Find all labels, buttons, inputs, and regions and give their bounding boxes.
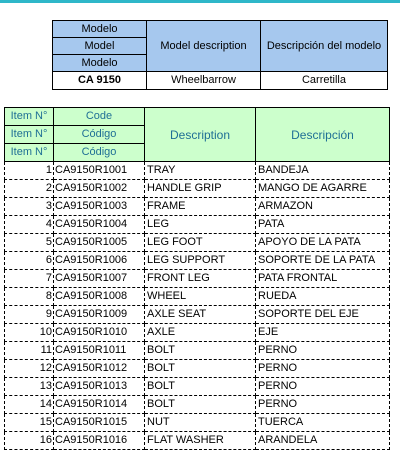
description-es-cell: PERNO — [256, 342, 390, 360]
description-es-cell: APOYO DE LA PATA — [256, 234, 390, 252]
item-number-cell: 5 — [5, 234, 54, 252]
table-row — [5, 180, 390, 198]
description-es-cell: EJE — [256, 324, 390, 342]
part-code-cell: CA9150R1015 — [54, 414, 145, 432]
item-number-cell: 8 — [5, 288, 54, 306]
table-row — [5, 252, 390, 270]
table-row — [5, 162, 390, 180]
description-en-cell: WHEEL — [145, 288, 256, 306]
part-code-cell: CA9150R1006 — [54, 252, 145, 270]
part-code-cell: CA9150R1009 — [54, 306, 145, 324]
description-en-cell: AXLE — [145, 324, 256, 342]
code-header: Code — [54, 108, 145, 126]
description-es-cell: SOPORTE DE LA PATA — [256, 252, 390, 270]
part-code-cell: CA9150R1005 — [54, 234, 145, 252]
table-row — [5, 324, 390, 342]
description-en-cell: BOLT — [145, 342, 256, 360]
table-row — [5, 360, 390, 378]
description-en-cell: AXLE SEAT — [145, 306, 256, 324]
description-es-cell: MANGO DE AGARRE — [256, 180, 390, 198]
table-row — [5, 288, 390, 306]
part-code-cell: CA9150R1004 — [54, 216, 145, 234]
description-es-header: Descripción — [256, 108, 390, 162]
description-es-cell: RUEDA — [256, 288, 390, 306]
description-en-cell: FRONT LEG — [145, 270, 256, 288]
description-en-cell: LEG FOOT — [145, 234, 256, 252]
table-row — [5, 414, 390, 432]
parts-table-body — [5, 162, 390, 450]
table-row — [5, 234, 390, 252]
item-number-cell: 7 — [5, 270, 54, 288]
item-number-cell: 1 — [5, 162, 54, 180]
part-code-cell: CA9150R1012 — [54, 360, 145, 378]
description-en-cell: BOLT — [145, 396, 256, 414]
description-en-cell: LEG SUPPORT — [145, 252, 256, 270]
item-number-cell: 4 — [5, 216, 54, 234]
part-code-cell: CA9150R1013 — [54, 378, 145, 396]
code-header: Código — [54, 144, 145, 162]
part-code-cell: CA9150R1011 — [54, 342, 145, 360]
item-number-cell: 15 — [5, 414, 54, 432]
part-code-cell: CA9150R1016 — [54, 432, 145, 450]
table-row — [5, 378, 390, 396]
description-es-cell: TUERCA — [256, 414, 390, 432]
parts-table — [4, 107, 390, 450]
model-info-table — [52, 20, 388, 90]
description-es-cell: PERNO — [256, 396, 390, 414]
item-number-cell: 6 — [5, 252, 54, 270]
description-en-cell: LEG — [145, 216, 256, 234]
model-description-en: Wheelbarrow — [147, 72, 261, 90]
description-en-cell: BOLT — [145, 378, 256, 396]
table-row — [5, 432, 390, 450]
part-code-cell: CA9150R1008 — [54, 288, 145, 306]
item-number-cell: 10 — [5, 324, 54, 342]
part-code-cell: CA9150R1007 — [54, 270, 145, 288]
item-number-cell: 9 — [5, 306, 54, 324]
description-es-cell: PERNO — [256, 378, 390, 396]
description-es-cell: PATA FRONTAL — [256, 270, 390, 288]
item-number-cell: 13 — [5, 378, 54, 396]
description-en-cell: BOLT — [145, 360, 256, 378]
item-number-cell: 2 — [5, 180, 54, 198]
code-header: Código — [54, 126, 145, 144]
part-code-cell: CA9150R1014 — [54, 396, 145, 414]
item-number-header: Item N° — [5, 126, 54, 144]
table-row — [5, 396, 390, 414]
item-number-cell: 3 — [5, 198, 54, 216]
part-code-cell: CA9150R1003 — [54, 198, 145, 216]
description-es-cell: SOPORTE DEL EJE — [256, 306, 390, 324]
model-description-es-header: Descripción del modelo — [261, 21, 388, 72]
description-en-cell: HANDLE GRIP — [145, 180, 256, 198]
part-code-cell: CA9150R1002 — [54, 180, 145, 198]
description-es-cell: ARANDELA — [256, 432, 390, 450]
table-row — [5, 342, 390, 360]
item-number-cell: 14 — [5, 396, 54, 414]
description-en-cell: NUT — [145, 414, 256, 432]
item-number-header: Item N° — [5, 144, 54, 162]
item-number-cell: 16 — [5, 432, 54, 450]
top-accent-line — [0, 0, 400, 3]
description-en-cell: FLAT WASHER — [145, 432, 256, 450]
table-row — [5, 198, 390, 216]
description-en-cell: FRAME — [145, 198, 256, 216]
description-es-cell: ARMAZON — [256, 198, 390, 216]
description-es-cell: PERNO — [256, 360, 390, 378]
part-code-cell: CA9150R1010 — [54, 324, 145, 342]
model-label: Model — [53, 38, 147, 55]
description-en-header: Description — [145, 108, 256, 162]
description-es-cell: PATA — [256, 216, 390, 234]
table-row — [5, 216, 390, 234]
item-number-cell: 11 — [5, 342, 54, 360]
part-code-cell: CA9150R1001 — [54, 162, 145, 180]
model-description-es: Carretilla — [261, 72, 388, 90]
item-number-cell: 12 — [5, 360, 54, 378]
model-label: Modelo — [53, 55, 147, 72]
table-row — [5, 270, 390, 288]
model-label: Modelo — [53, 21, 147, 38]
description-en-cell: TRAY — [145, 162, 256, 180]
item-number-header: Item N° — [5, 108, 54, 126]
table-row — [5, 306, 390, 324]
model-number: CA 9150 — [53, 72, 147, 90]
description-es-cell: BANDEJA — [256, 162, 390, 180]
model-description-en-header: Model description — [147, 21, 261, 72]
